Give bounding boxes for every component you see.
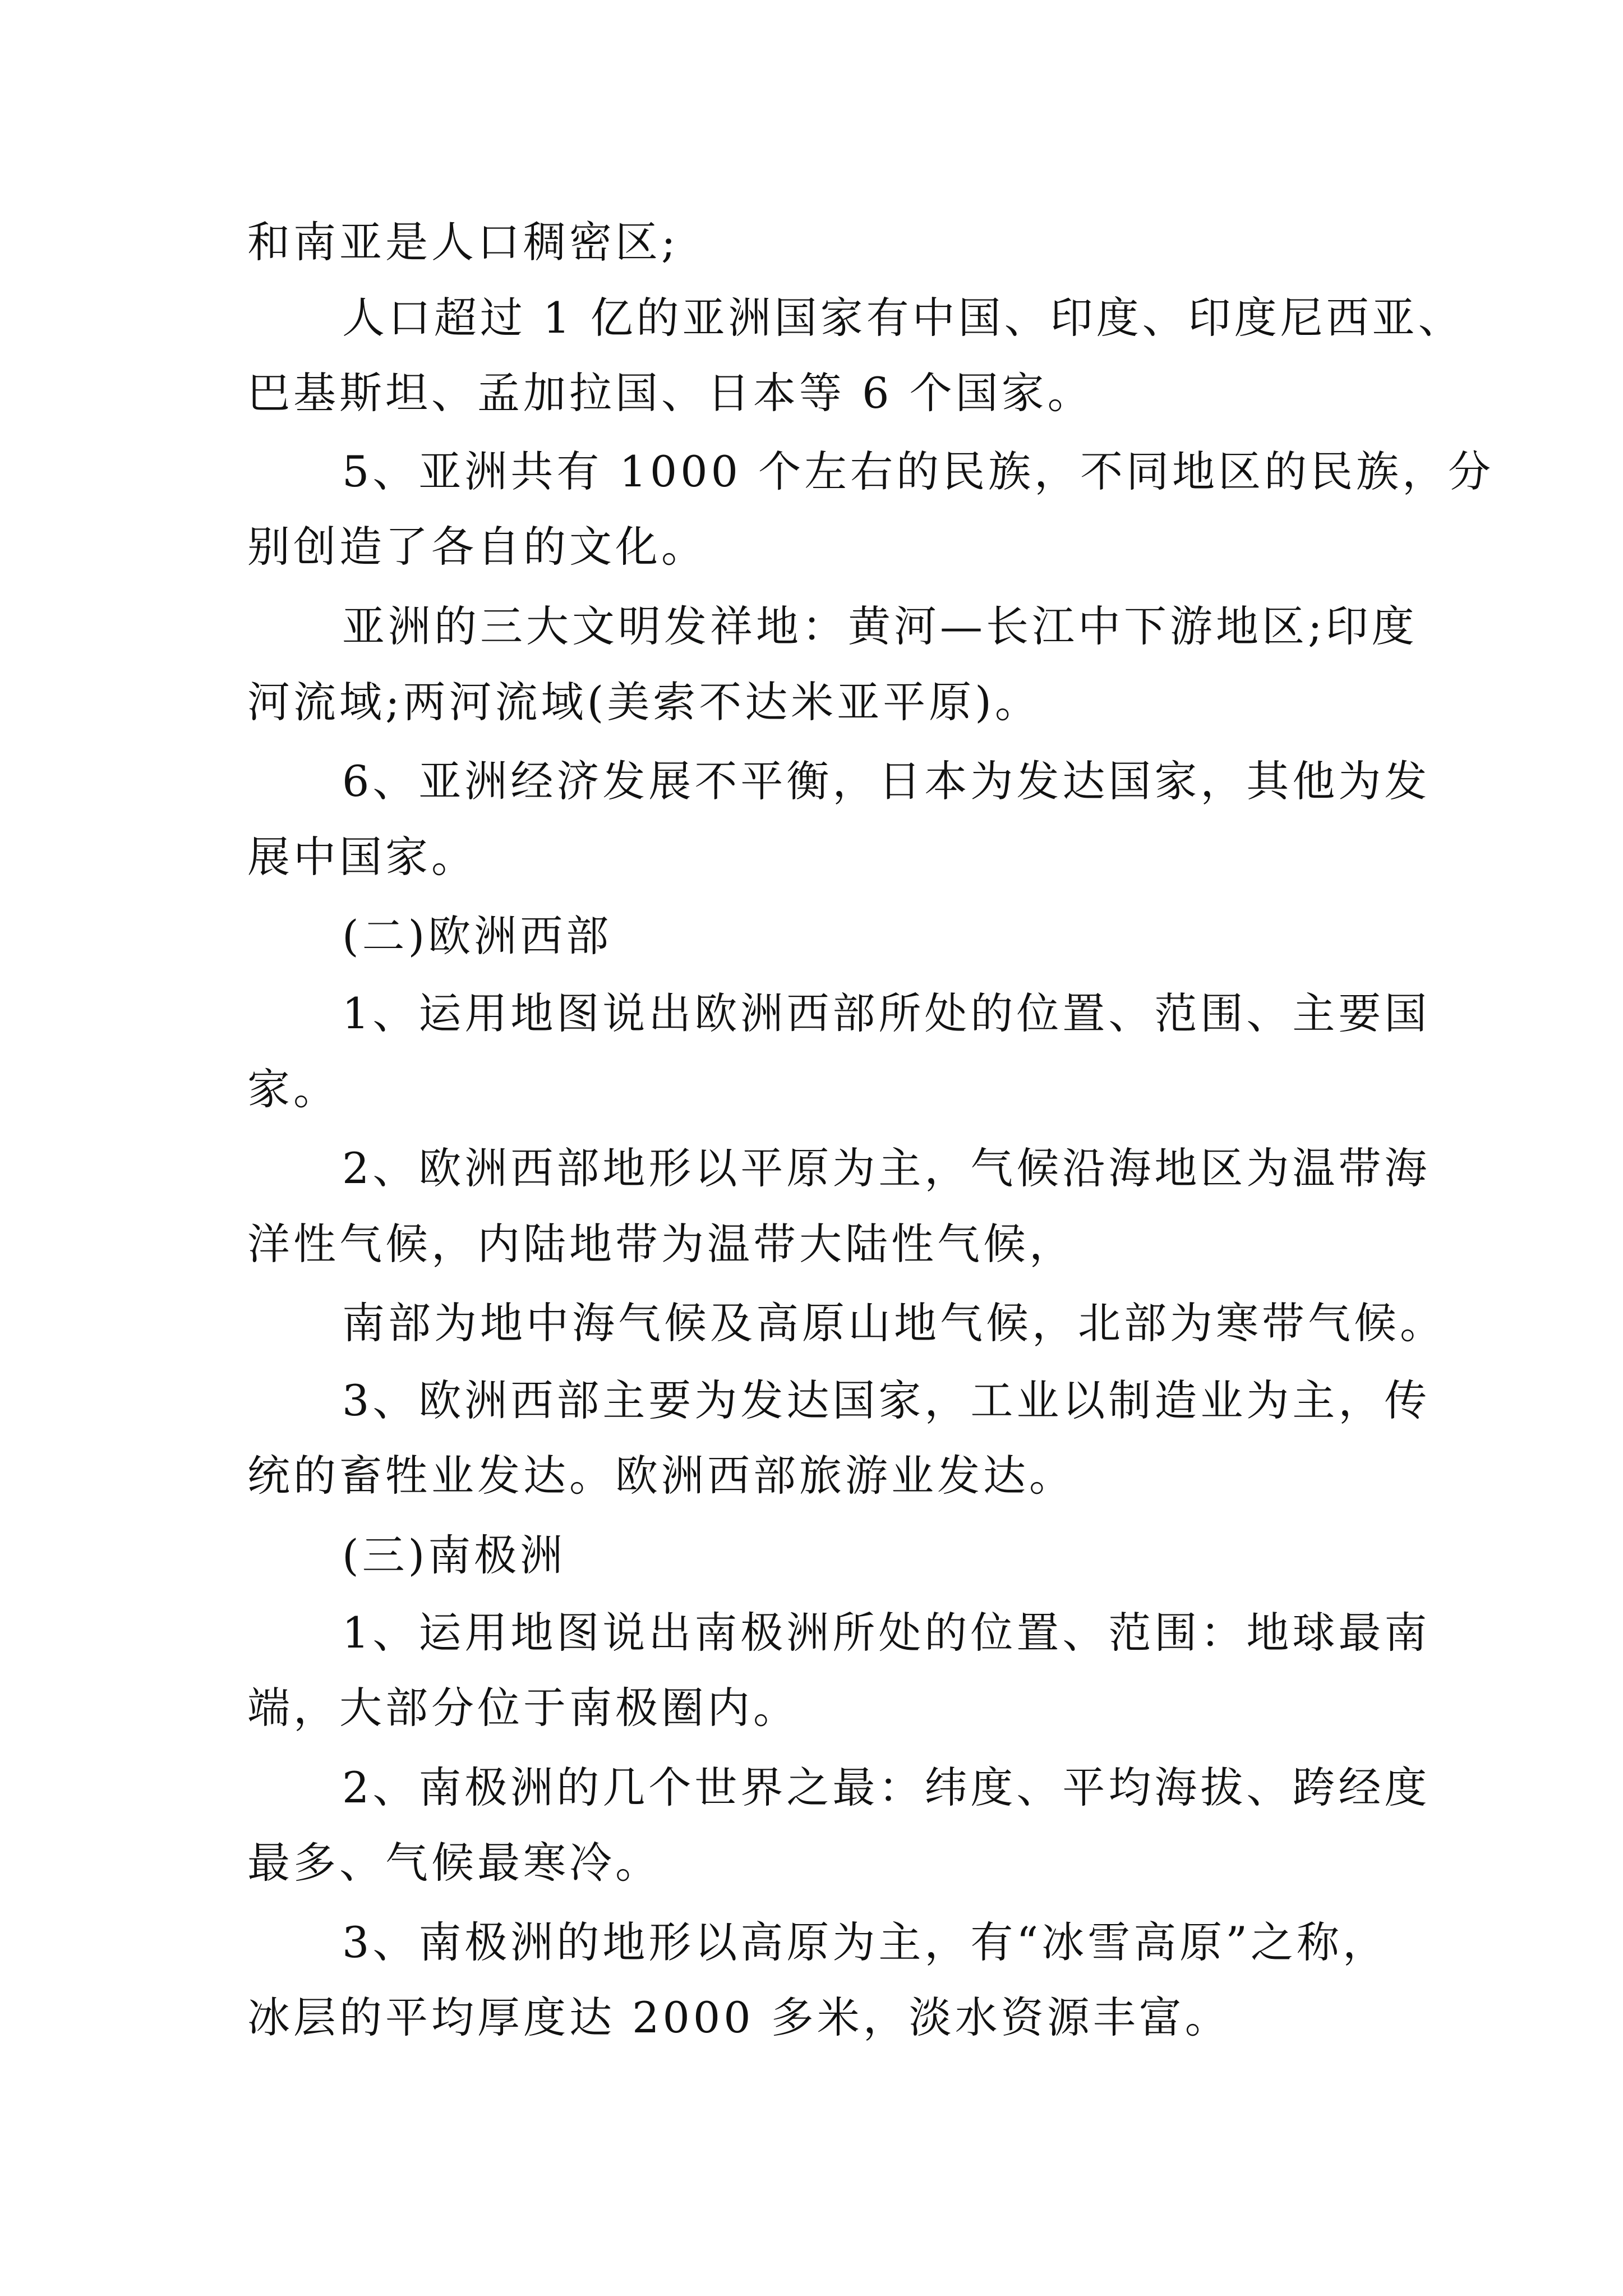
text-line-4: 5、亚洲共有 1000 个左右的民族，不同地区的民族，分 (342, 447, 1495, 496)
text-line-15: 南部为地中海气候及高原山地气候，北部为寒带气候。 (342, 1298, 1446, 1348)
text-line-13: 2、欧洲西部地形以平原为主，气候沿海地区为温带海 (342, 1143, 1431, 1193)
text-line-12: 家。 (247, 1064, 339, 1114)
text-line-14: 洋性气候，内陆地带为温带大陆性气候， (247, 1219, 1075, 1269)
text-line-17: 统的畜牲业发达。欧洲西部旅游业发达。 (247, 1451, 1075, 1501)
section-heading-3: (三)南极洲 (342, 1530, 566, 1580)
text-line-11: 1、运用地图说出欧洲西部所处的位置、范围、主要国 (342, 988, 1431, 1038)
text-line-22: 最多、气候最寒冷。 (247, 1838, 661, 1888)
text-line-16: 3、欧洲西部主要为发达国家，工业以制造业为主，传 (342, 1375, 1431, 1425)
text-line-2: 人口超过 1 亿的亚洲国家有中国、印度、印度尼西亚、 (342, 293, 1464, 343)
text-line-20: 端，大部分位于南极圈内。 (247, 1683, 799, 1733)
text-line-3: 巴基斯坦、孟加拉国、日本等 6 个国家。 (247, 368, 1094, 418)
text-line-9: 展中国家。 (247, 832, 477, 882)
text-line-1: 和南亚是人口稠密区; (247, 217, 679, 267)
text-line-6: 亚洲的三大文明发祥地：黄河—长江中下游地区;印度 (342, 601, 1418, 651)
text-line-8: 6、亚洲经济发展不平衡，日本为发达国家，其他为发 (342, 756, 1431, 806)
text-line-19: 1、运用地图说出南极洲所处的位置、范围：地球最南 (342, 1608, 1431, 1658)
text-line-5: 别创造了各自的文化。 (247, 522, 707, 572)
text-line-24: 冰层的平均厚度达 2000 多米，淡水资源丰富。 (247, 1993, 1231, 2042)
section-heading-2: (二)欧洲西部 (342, 911, 612, 961)
text-line-23: 3、南极洲的地形以高原为主，有“冰雪高原”之称， (342, 1917, 1389, 1967)
text-line-21: 2、南极洲的几个世界之最：纬度、平均海拔、跨经度 (342, 1763, 1431, 1812)
text-line-7: 河流域;两河流域(美索不达米亚平原)。 (247, 677, 1041, 727)
